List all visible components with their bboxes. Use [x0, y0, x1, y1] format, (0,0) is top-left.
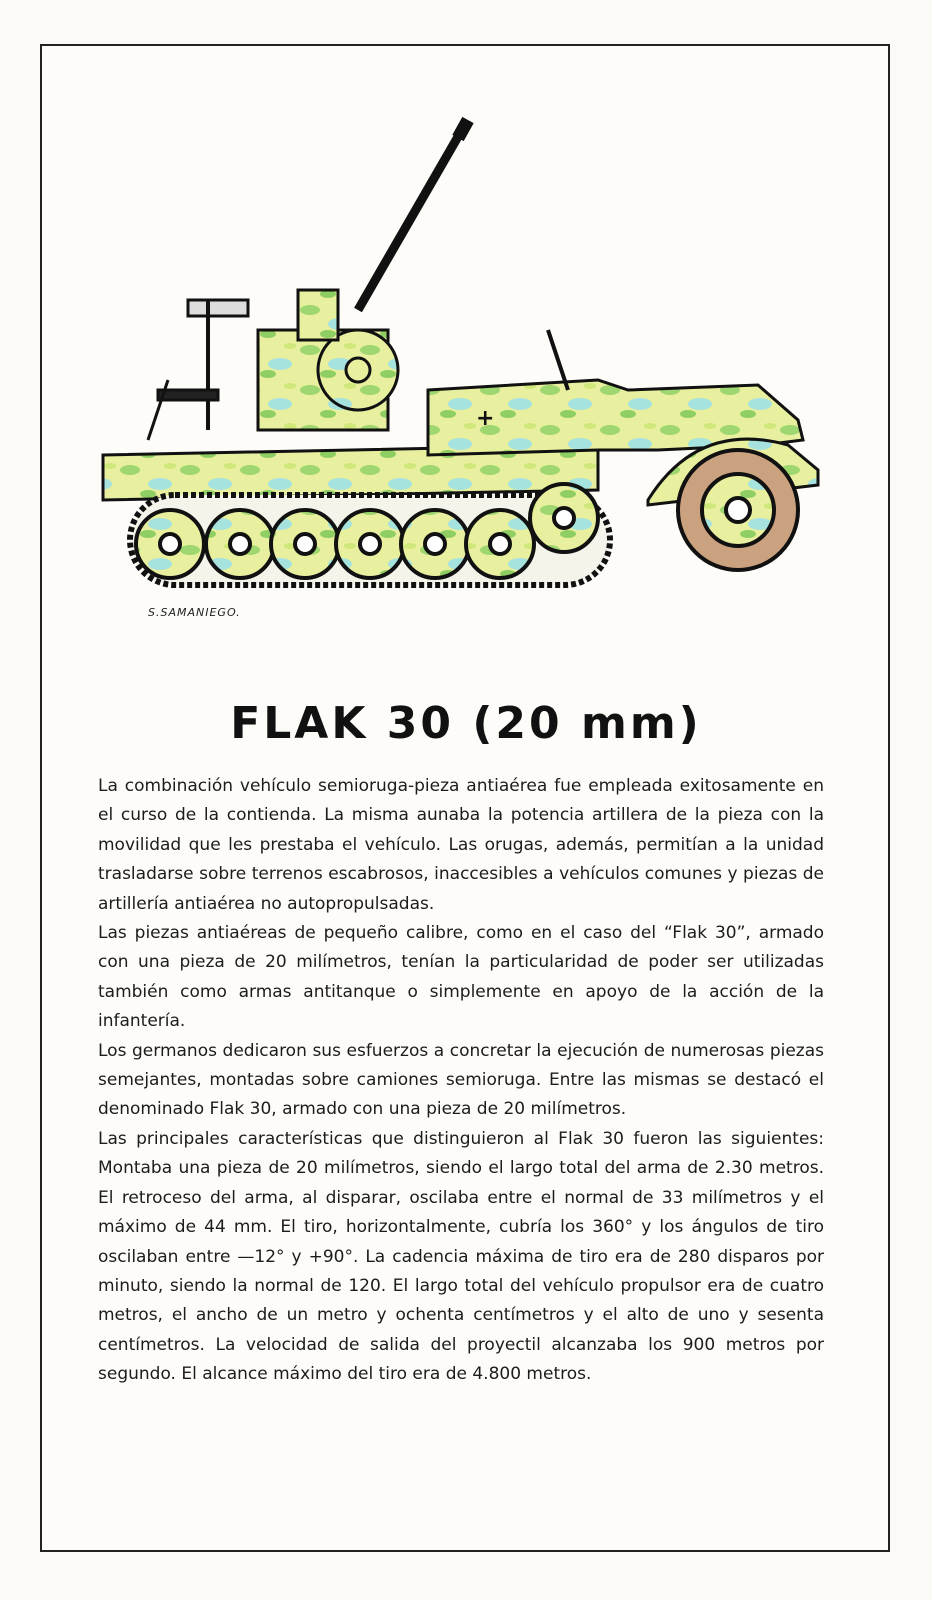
half-track-illustration [58, 60, 838, 640]
paragraph: Las principales características que distinguieron al Flak 30 fueron las siguientes: Montaba una pieza de 20 milímetros, siendo el largo total del arma de 2.30 metros. El retroceso del arma, al disparar, oscilaba entre el normal de 33 milímetros y el máximo de 44 mm. El tiro, horizontalmente, cubría los 360° y los ángulos de tiro oscilaban entre —12° y +90°. La cadencia máxima de tiro era de 280 disparos por minuto, siendo la normal de 120. El largo total del vehículo propulsor era de cuatro metros, el ancho de un metro y ochenta centímetros y el alto de uno y sesenta centímetros. La velocidad de salida del proyectil alcanzaba los 900 metros por segundo. El alcance máximo del tiro era de 4.800 metros. [98, 1128, 824, 1385]
paragraph: La combinación vehículo semioruga-pieza antiaérea fue empleada exitosamente en el curso de la contienda. La misma aunaba la potencia artillera de la pieza con la movilidad que les prestaba el vehículo. Las orugas, además, permitían a la unidad trasladarse sobre terrenos escabrosos, inaccesibles a vehículos comunes y piezas de artillería antiaérea no autopropulsadas. [98, 776, 824, 914]
gun-mount [148, 290, 398, 440]
article-body [98, 772, 824, 1390]
page-title: FLAK 30 (20 mm) [230, 698, 702, 749]
gun-barrel [358, 120, 468, 310]
cross-emblem: + [476, 406, 495, 431]
paragraph: Las piezas antiaéreas de pequeño calibre, como en el caso del “Flak 30”, armado con una pieza de 20 milímetros, tenían la particularidad de poder ser utilizadas también como armas antitanque o simplemente en apoyo de la acción de la infantería. [98, 923, 824, 1032]
paragraph: Los germanos dedicaron sus esfuerzos a concretar la ejecución de numerosas piezas semejantes, montadas sobre camiones semioruga. Entre las mismas se destacó el denominado Flak 30, armado con una pieza de 20 milímetros. [98, 1040, 824, 1120]
front-wheel [678, 450, 798, 570]
artist-signature: S.SAMANIEGO. [148, 606, 241, 619]
